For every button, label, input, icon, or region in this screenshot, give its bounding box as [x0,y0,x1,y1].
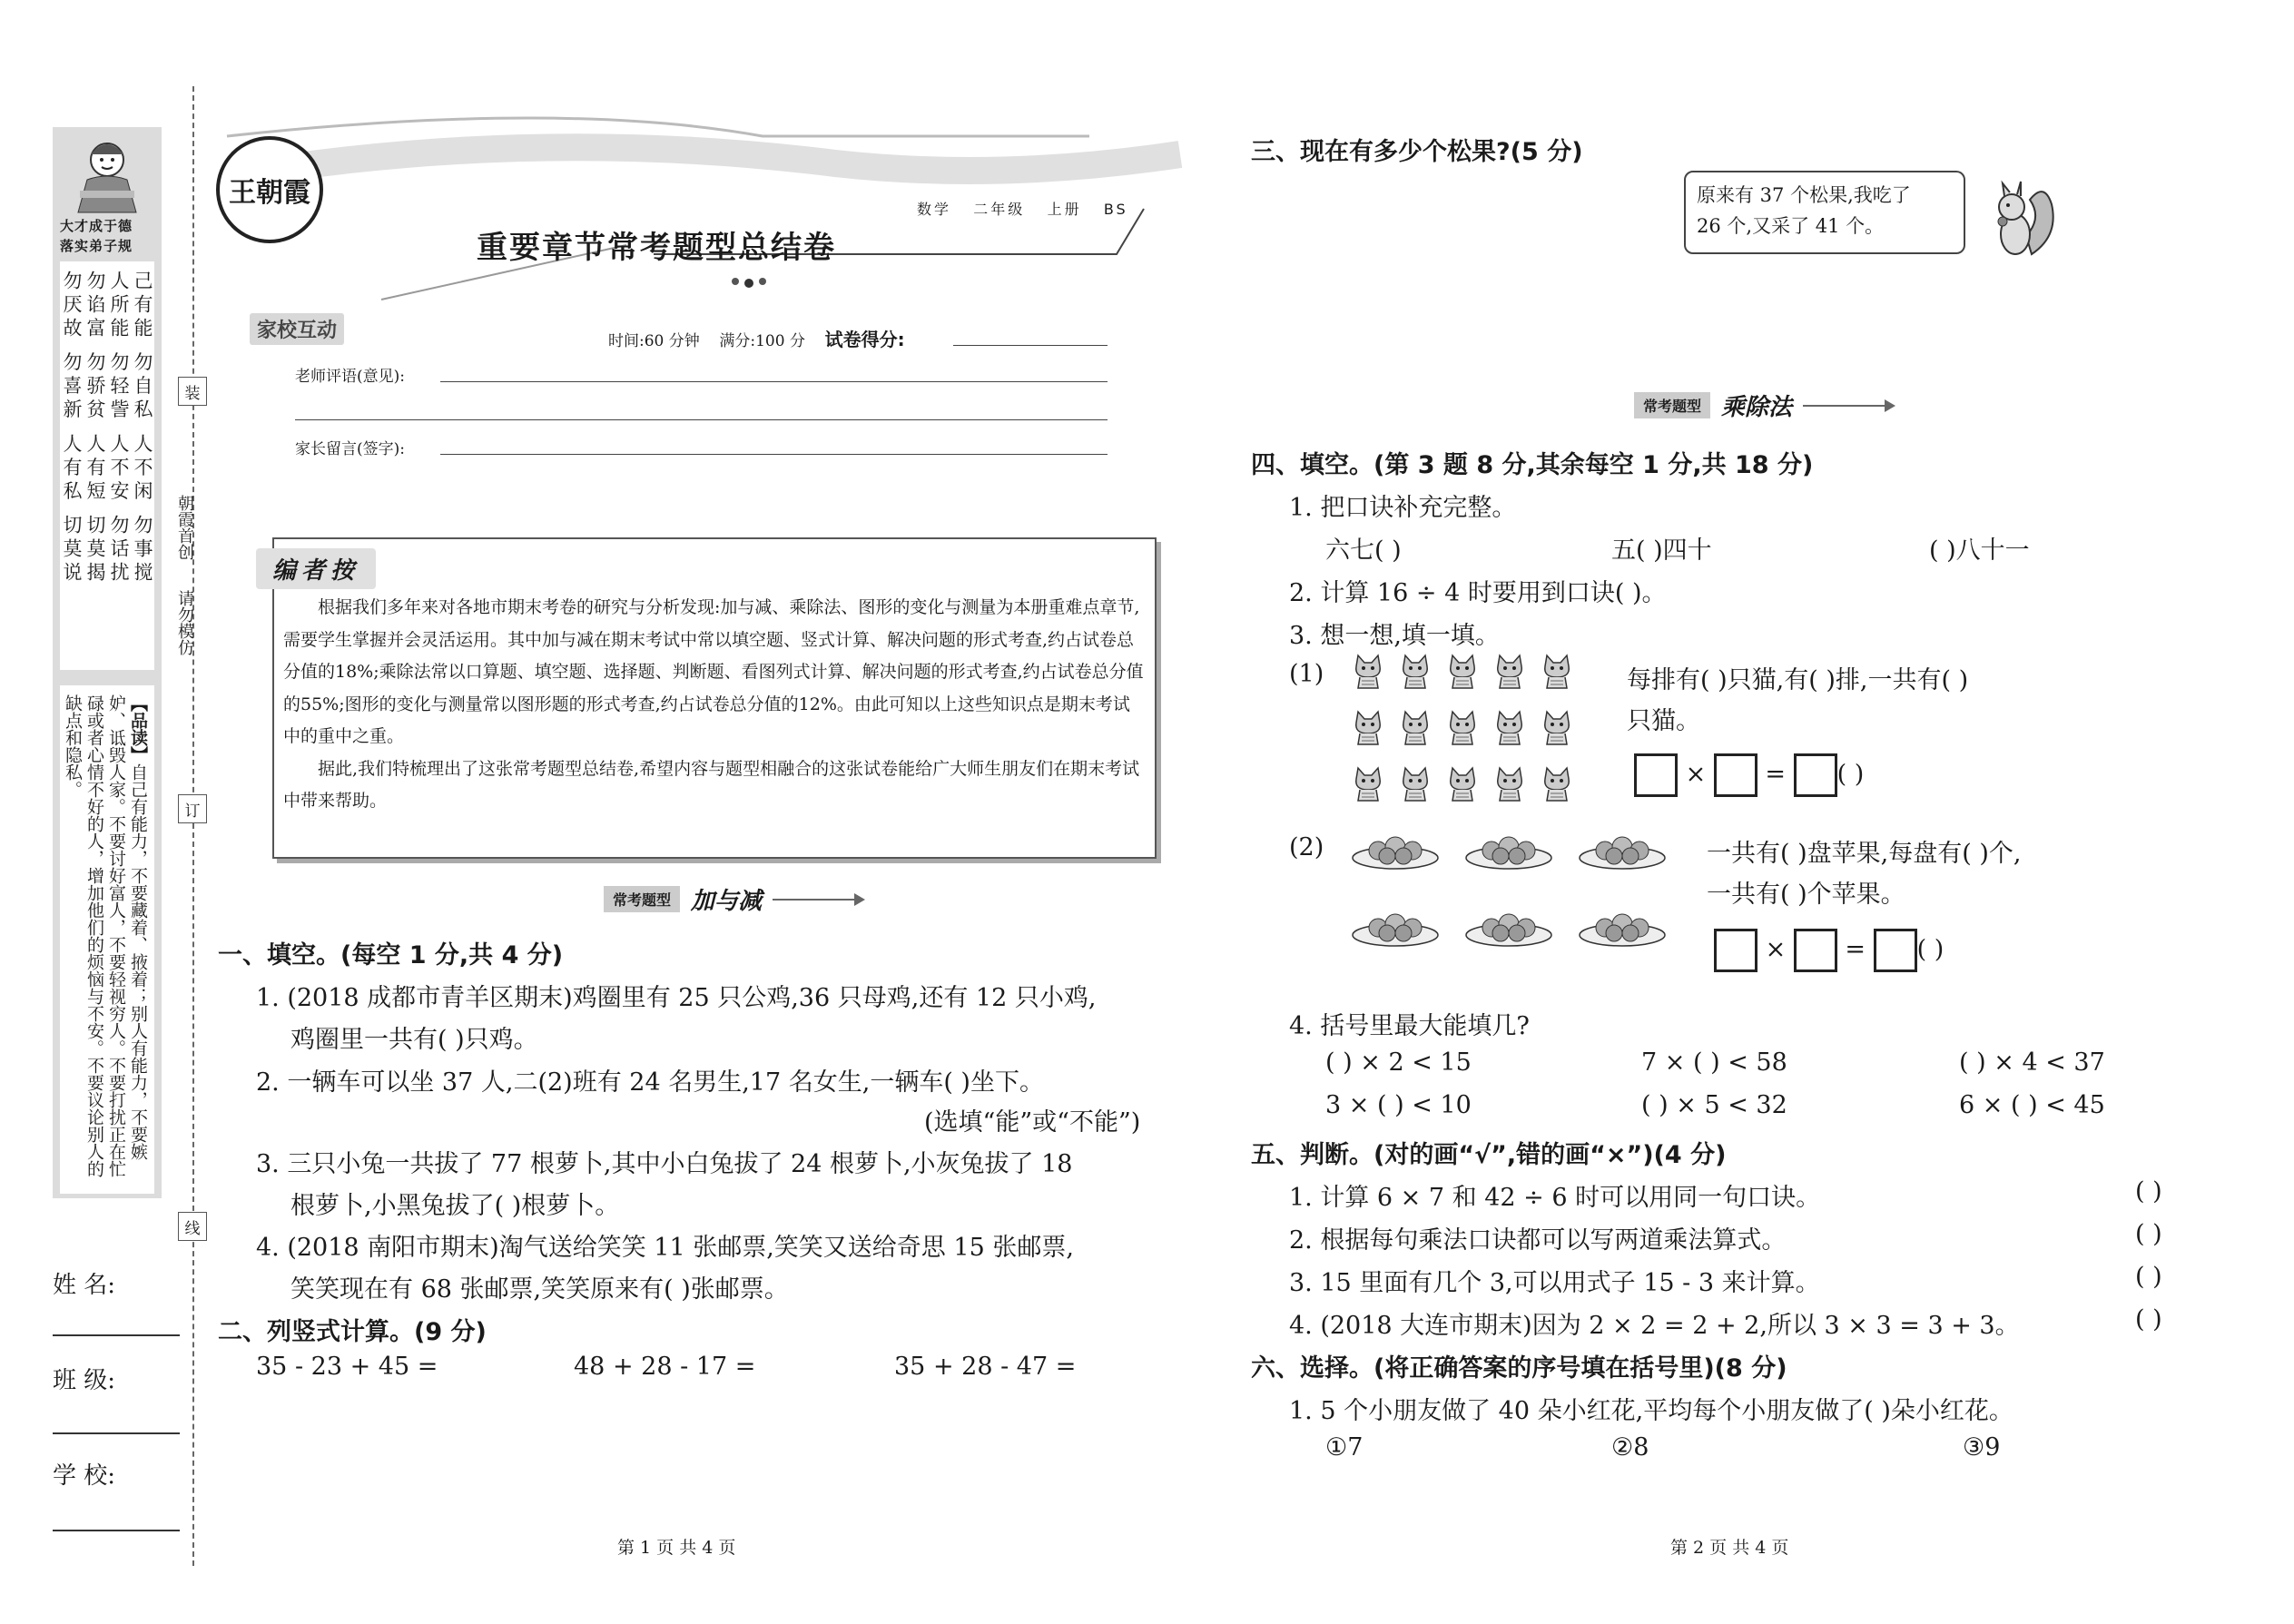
editor-note-body [283,592,1146,818]
grade-tag: 二年级 [973,201,1026,218]
tag-arrow-icon [1803,405,1894,407]
s4-q4-item-2[interactable]: 7 × ( ) < 58 [1641,1048,1787,1077]
motto-col: 勿厌故 勿喜新 人有私 切莫说 [61,271,83,586]
jiaxiao-label: 家校互动 [250,313,344,345]
teacher-comment-line2[interactable] [295,419,1108,420]
s2-expr-3[interactable]: 35 + 28 - 47 = [894,1353,1077,1381]
s4-p1-equation[interactable]: × = ( ) [1634,753,1864,797]
s5-answer-4[interactable]: ( ) [2135,1305,2162,1334]
s4-q1-item-1[interactable]: 六七( ) [1325,536,1402,565]
speech-bubble [1684,171,1965,254]
score-field[interactable] [953,345,1108,346]
s2-heading: 二、列竖式计算。(9 分) [218,1318,487,1346]
s6-option-1[interactable]: ①7 [1325,1433,1364,1462]
seal-mark-1: 装 [178,377,207,406]
tag-value: 乘除法 [1721,394,1793,421]
cat-icon [1492,710,1527,746]
brand-logo [216,136,323,243]
s4-p1-text-2: 只猫。 [1627,707,1700,735]
s4-q1: 1. 把口诀补充完整。 [1289,494,1517,522]
answer-box[interactable] [1634,753,1678,797]
score-label: 试卷得分: [824,329,905,350]
answer-box[interactable] [1874,929,1917,972]
parent-comment-label: 家长留言(签字): [295,440,405,458]
answer-box[interactable] [1714,929,1757,972]
mascot-figure [62,134,153,214]
cat-grid [1351,654,1587,813]
s4-p1-label: (1) [1289,660,1324,688]
editor-note-p2: 据此,我们特梳理出了这张常考题型总结卷,希望内容与题型相融合的这张试卷能给广大师生朋友们在期末考试中带来帮助。 [283,758,1140,811]
s5-answer-2[interactable]: ( ) [2135,1220,2162,1248]
class-field[interactable] [53,1432,180,1434]
s6-option-3[interactable]: ③9 [1963,1433,2001,1462]
s1-q1-line1: 1. (2018 成都市青羊区期末)鸡圈里有 25 只公鸡,36 只母鸡,还有 12 只小鸡, [256,984,1097,1012]
motto-col: 己有能 勿自私 人不闲 勿事搅 [132,271,153,586]
seal-mark-2: 订 [178,794,207,823]
s5-answer-3[interactable]: ( ) [2135,1263,2162,1291]
school-field[interactable] [53,1530,180,1531]
answer-box[interactable] [1714,753,1757,797]
pindu-box [60,685,154,1194]
binding-dashed-line [192,86,194,1566]
s6-heading: 六、选择。(将正确答案的序号填在括号里)(8 分) [1251,1354,1787,1383]
s5-item-4: 4. (2018 大连市期末)因为 2 × 2 = 2 + 2,所以 3 × 3 = 3 + 3。 [1289,1312,2020,1340]
volume-tag: 上册 [1047,201,1082,218]
s4-q4-item-5[interactable]: ( ) × 5 < 32 [1641,1091,1787,1119]
class-label: 班 级: [53,1367,116,1394]
s4-q4-item-6[interactable]: 6 × ( ) < 45 [1959,1091,2105,1119]
cat-icon [1351,766,1385,802]
pindu-title: 【品读】 [128,694,148,763]
cat-icon [1445,710,1480,746]
left-sidebar [53,127,162,1198]
slogan-2: 落实弟子规 [60,238,133,254]
cat-icon [1351,710,1385,746]
cat-icon [1398,654,1433,690]
s1-q2-hint: (选填“能”或“不能”) [924,1108,1141,1137]
pindu-text: 自己有能力，不要藏着、掖着；别人有能力，不要嫉妒、诋毁人家。不要讨好富人，不要轻视穷人。不要打扰正在忙碌或者心情不好的人，增加他们的烦恼与不安。不要议论别人的缺点和隐私。 [63,694,148,1177]
apple-plate-icon [1578,908,1667,948]
s4-q4-item-4[interactable]: 3 × ( ) < 10 [1325,1091,1472,1119]
s5-item-1: 1. 计算 6 × 7 和 42 ÷ 6 时可以用同一句口诀。 [1289,1184,1821,1212]
s6-q1[interactable]: 1. 5 个小朋友做了 40 朵小红花,平均每个小朋友做了( )朵小红花。 [1289,1397,2013,1425]
s1-q4-line2[interactable]: 笑笑现在有 68 张邮票,笑笑原来有( )张邮票。 [290,1275,789,1304]
editor-note-title: 编者按 [256,548,376,589]
page-footer-right: 第 2 页 共 4 页 [1670,1538,1789,1558]
apple-plate-icon [1351,831,1440,871]
teacher-comment-label: 老师评语(意见): [295,368,405,386]
answer-box[interactable] [1794,753,1837,797]
editor-note-p1: 根据我们多年来对各地市期末考卷的研究与分析发现:加与减、乘除法、图形的变化与测量为本册重难点章节,需要学生掌握并会灵活运用。其中加与减在期末考试中常以填空题、竖式计算、解决问题的形式考查,约占试卷总分值的18%;乘除法常以口算题、填空题、选择题、判断题、看图列式计算、解决问题的形式考查,约占试卷总分值的55%;图形的变化与测量常以图形题的形式考查,约占试卷总分值的12%。由此可知以上这些知识点是期末考试中的重中之重。 [283,597,1144,746]
cat-icon [1398,766,1433,802]
s4-q4: 4. 括号里最大能填几? [1289,1012,1530,1040]
section-tag-mul [1634,389,1894,422]
s4-heading: 四、填空。(第 3 题 8 分,其余每空 1 分,共 18 分) [1251,451,1814,479]
s5-answer-1[interactable]: ( ) [2135,1177,2162,1206]
section-tag-add [604,882,863,916]
parent-comment-field[interactable] [440,454,1108,455]
unit-paren[interactable]: ( ) [1916,935,1944,964]
apple-plate-icon [1351,908,1440,948]
cat-icon [1540,766,1574,802]
side-note-1: 朝霞首创 [175,495,194,560]
page-footer-left: 第 1 页 共 4 页 [617,1538,736,1558]
apple-plate-icon [1464,908,1553,948]
motto-col: 人所能 勿轻訾 人不安 勿话扰 [108,271,130,586]
cat-icon [1492,766,1527,802]
subject-line [917,198,1128,219]
s4-q1-item-2[interactable]: 五( )四十 [1611,536,1712,565]
s4-q2[interactable]: 2. 计算 16 ÷ 4 时要用到口诀( )。 [1289,579,1667,607]
full-score-text: 满分:100 分 [719,332,805,350]
s4-q4-item-3[interactable]: ( ) × 4 < 37 [1959,1048,2105,1077]
motto-col: 勿谄富 勿骄贫 人有短 切莫揭 [84,271,106,586]
side-note-2: 请勿模仿 [175,590,194,655]
s4-p1-text-1[interactable]: 每排有( )只猫,有( )排,一共有( ) [1627,666,1969,694]
s4-p2-text-2[interactable]: 一共有( )个苹果。 [1707,881,1905,909]
bubble-line-1: 原来有 37 个松果,我吃了 [1697,184,1911,206]
cat-icon [1351,654,1385,690]
time-text: 时间:60 分钟 [608,332,700,350]
exam-meta [608,325,905,351]
cat-icon [1445,766,1480,802]
cat-icon [1445,654,1480,690]
page-title: 重要章节常考题型总结卷 [477,230,836,266]
answer-box[interactable] [1794,929,1837,972]
school-label: 学 校: [53,1462,116,1490]
name-label: 姓 名: [53,1272,116,1299]
cat-icon [1540,654,1574,690]
tag-key: 常考题型 [1634,392,1710,418]
s6-option-2[interactable]: ②8 [1611,1433,1649,1462]
s1-q2-line1[interactable]: 2. 一辆车可以坐 37 人,二(2)班有 24 名男生,17 名女生,一辆车( )坐下。 [256,1068,1044,1097]
name-field[interactable] [53,1334,180,1336]
slogan-1: 大才成于德 [60,218,133,234]
motto-columns [60,261,154,670]
s1-q3-line2[interactable]: 根萝卜,小黑兔拔了( )根萝卜。 [290,1192,620,1220]
s4-q4-item-1[interactable]: ( ) × 2 < 15 [1325,1048,1472,1077]
squirrel-icon [1988,172,2061,263]
unit-paren[interactable]: ( ) [1836,760,1865,789]
cat-icon [1398,710,1433,746]
s1-q4-line1: 4. (2018 南阳市期末)淘气送给笑笑 11 张邮票,笑笑又送给奇思 15 张邮票, [256,1234,1074,1262]
s2-expr-2[interactable]: 48 + 28 - 17 = [574,1353,756,1381]
s4-p2-text-1[interactable]: 一共有( )盘苹果,每盘有( )个, [1707,840,2022,868]
s4-q1-item-3[interactable]: ( )八十一 [1929,536,2030,565]
s4-p2-equation[interactable]: × = ( ) [1714,929,1944,972]
s5-item-3: 3. 15 里面有几个 3,可以用式子 15 - 3 来计算。 [1289,1269,1820,1297]
cat-icon [1492,654,1527,690]
s5-item-2: 2. 根据每句乘法口诀都可以写两道乘法算式。 [1289,1226,1787,1255]
s2-expr-1[interactable]: 35 - 23 + 45 = [256,1353,438,1381]
s1-q1-line2[interactable]: 鸡圈里一共有( )只鸡。 [290,1026,538,1054]
s1-heading: 一、填空。(每空 1 分,共 4 分) [218,941,564,969]
bubble-line-2: 26 个,又采了 41 个。 [1697,215,1885,237]
apple-plate-icon [1578,831,1667,871]
s5-heading: 五、判断。(对的画“√”,错的画“×”)(4 分) [1251,1141,1727,1169]
logo-text: 王朝霞 [229,177,310,209]
seal-mark-3: 线 [178,1212,207,1241]
cat-icon [1540,710,1574,746]
tag-value: 加与减 [691,888,763,915]
teacher-comment-field[interactable] [440,381,1108,382]
tag-arrow-icon [773,899,863,901]
s4-p2-label: (2) [1289,833,1324,861]
edition-tag: BS [1103,201,1128,218]
plate-grid [1351,831,1678,967]
s4-q3: 3. 想一想,填一填。 [1289,622,1500,650]
apple-plate-icon [1464,831,1553,871]
s1-q3-line1: 3. 三只小兔一共拔了 77 根萝卜,其中小白兔拔了 24 根萝卜,小灰兔拔了 18 [256,1150,1073,1178]
tag-key: 常考题型 [604,886,680,912]
s3-heading: 三、现在有多少个松果?(5 分) [1251,138,1583,166]
subject-tag: 数学 [917,201,952,218]
